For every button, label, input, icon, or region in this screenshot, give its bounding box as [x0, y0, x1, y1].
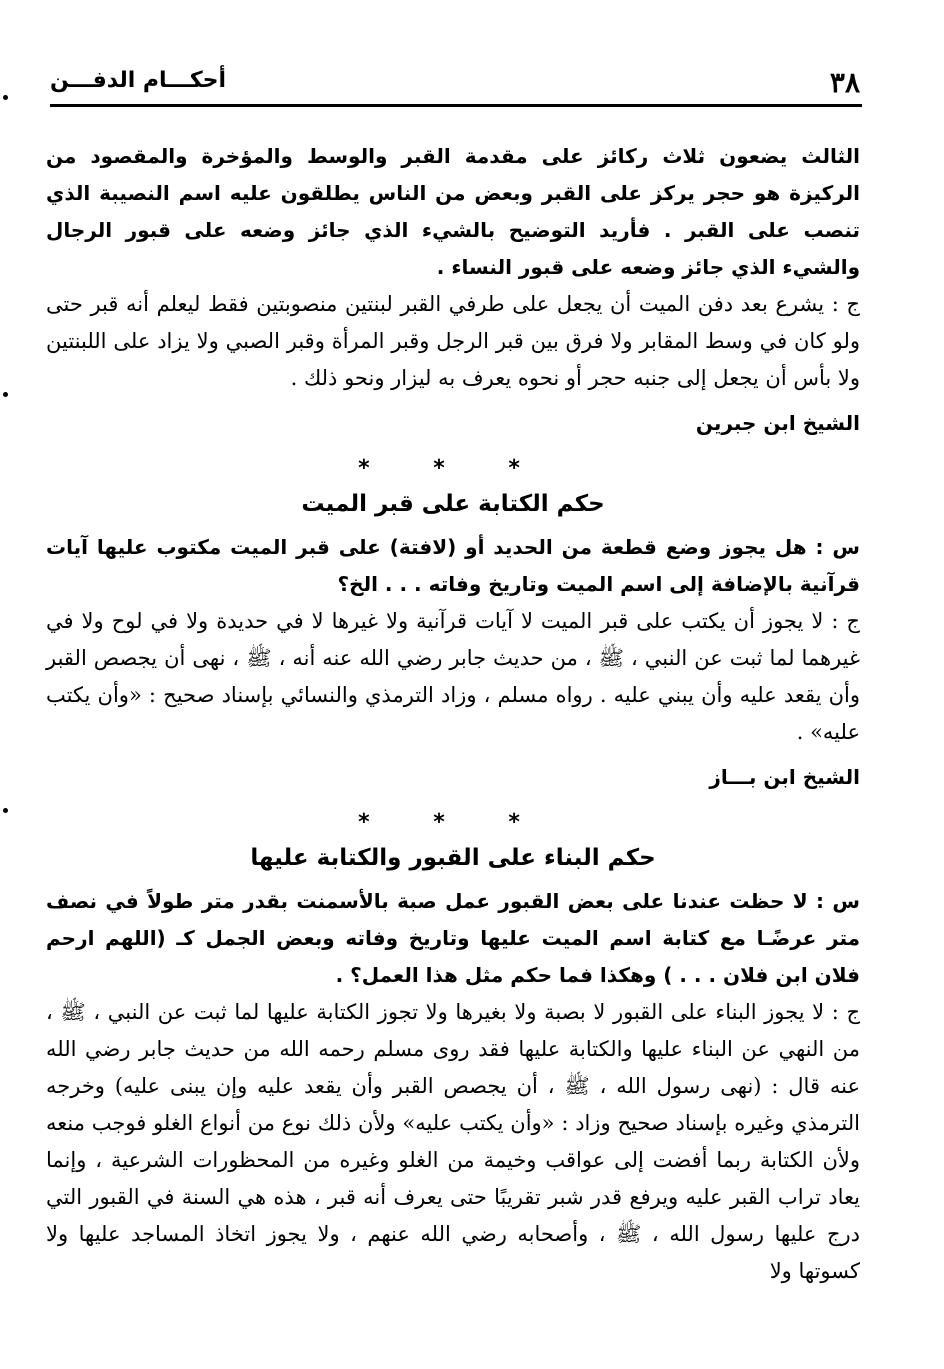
section-title: حكم الكتابة على قبر الميت	[301, 491, 605, 517]
question-continuation: الثالث يضعون ثلاث ركائز على مقدمة القبر والوسط والمؤخرة والمقصود من الركيزة هو حجر يركز على القبر وبعض من الناس يطلقون عليه اسم النصيبة الذي تنصب على القبر . فأريد التوضيح بالشيء الذي جائز وضعه على قبور الرجال والشيء الذي جائز وضعه على قبور النساء .	[46, 144, 860, 279]
header-rule	[50, 104, 862, 107]
scan-mark	[3, 808, 8, 813]
question-paragraph: س : هل يجوز وضع قطعة من الحديد أو (لافتة) على قبر الميت مكتوب عليها آيات قرآنية بالإضافة إلى اسم الميت وتاريخ وفاته . . . الخ؟	[46, 535, 860, 596]
section-divider: * * *	[358, 810, 548, 835]
answer-paragraph: ج : لا يجوز البناء على القبور لا بصبة ولا بغيرها ولا تجوز الكتابة عليها لما ثبت عن النبي ، ﷺ ، من النهي عن البناء عليها والكتابة عليها فقد روى مسلم رحمه الله من حديث جابر رضي الله عنه قال : (نهى رسول الله ، ﷺ ، أن يجصص القبر وأن يقعد عليه وإن يبنى عليه) وخرجه الترمذي وغيره بإسناد صحيح وزاد : «وأن يكتب عليه» ولأن ذلك نوع من أنواع الغلو فوجب منعه ولأن الكتابة ربما أفضت إلى عواقب وخيمة من الغلو وغيره من المحظورات الشرعية ، وإنما يعاد تراب القبر عليه ويرفع قدر شبر تقريبًا حتى يعرف أنه قبر ، هذه هي السنة في القبور التي درج عليها رسول الله ، ﷺ ، وأصحابه رضي الله عنهم ، ولا يجوز اتخاذ المساجد عليها ولا كسوتها ولا	[46, 1000, 860, 1283]
section-divider: * * *	[358, 456, 548, 481]
answer-paragraph: ج : يشرع بعد دفن الميت أن يجعل على طرفي القبر لبنتين منصوبتين فقط ليعلم أنه قبر حتى ولو كان في وسط المقابر ولا فرق بين قبر الرجل وقبر المرأة وقبر الصبي ولا يزاد على اللبنتين ولا بأس أن يجعل إلى جنبه حجر أو نحوه يعرف به ليزار ونحو ذلك .	[46, 292, 861, 390]
running-title: أحكـــام الدفـــن	[50, 68, 227, 93]
question-paragraph: س : لا حظت عندنا على بعض القبور عمل صبة بالأسمنت بقدر متر طولاً في نصف متر عرضًـا مع كتابة اسم الميت عليها وتاريخ وفاته وبعض الجمل كـ (اللهم ارحم فلان ابن فلان . . . ) وهكذا فما حكم مثل هذا العمل؟ .	[46, 889, 860, 987]
page-number: ٣٨	[829, 66, 860, 99]
page-body	[46, 138, 860, 1290]
scan-mark	[3, 392, 8, 397]
section-title: حكم البناء على القبور والكتابة عليها	[250, 845, 656, 871]
answer-paragraph: ج : لا يجوز أن يكتب على قبر الميت لا آيات قرآنية ولا غيرها لا في حديدة ولا في لوح ولا في غيرهما لما ثبت عن النبي ، ﷺ ، من حديث جابر رضي الله عنه أنه ، ﷺ ، نهى أن يجصص القبر وأن يقعد عليه وأن يبني عليه . رواه مسلم ، وزاد الترمذي والنسائي بإسناد صحيح : «وأن يكتب عليه» .	[46, 609, 860, 744]
scan-mark	[3, 95, 8, 100]
page-header	[50, 62, 860, 104]
scholar-signature: الشيخ ابن بـــاز	[709, 765, 860, 789]
scholar-signature: الشيخ ابن جبرين	[695, 411, 860, 435]
